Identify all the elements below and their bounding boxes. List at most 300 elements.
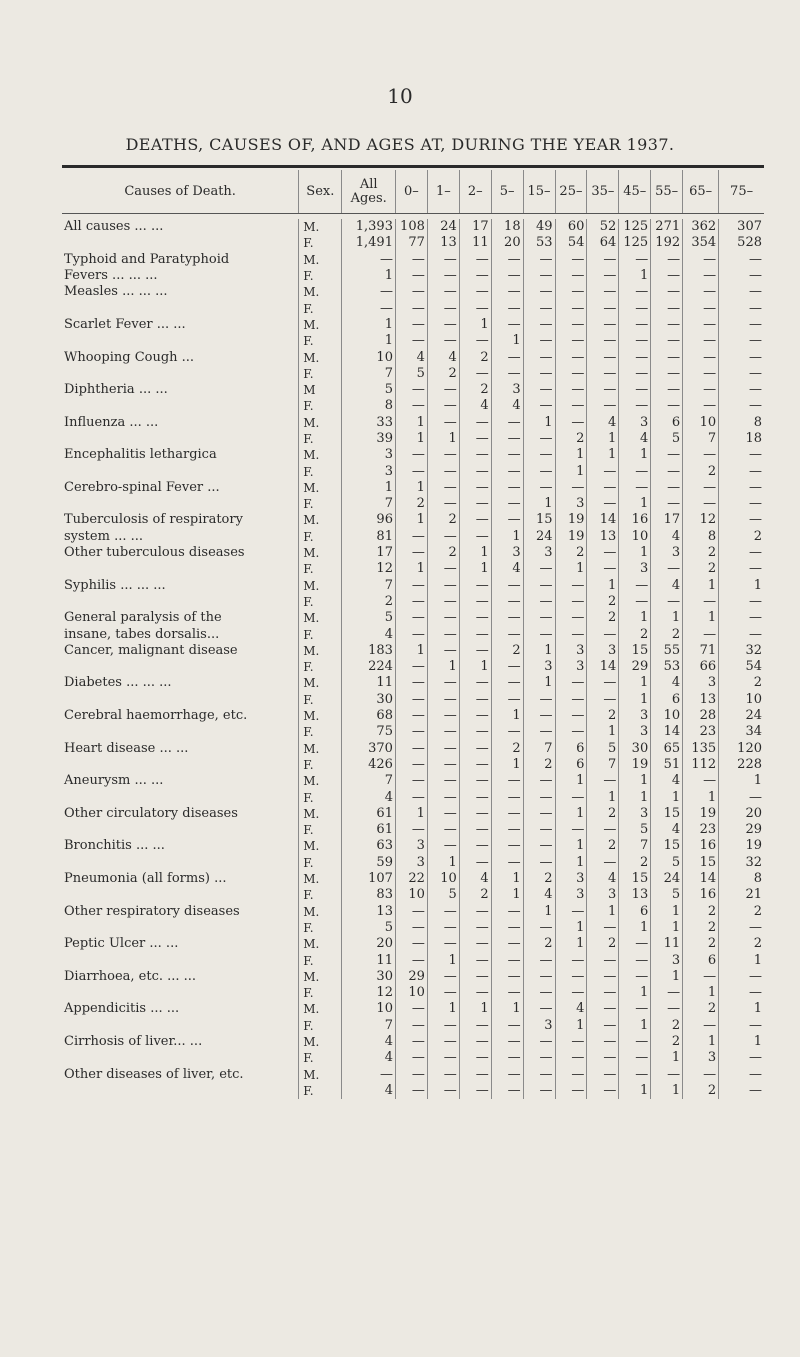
age-group-cell: 1 [491, 333, 523, 349]
age-group-cell: 18 [719, 431, 764, 447]
age-group-cell: — [427, 398, 459, 414]
age-group-cell: — [683, 1018, 719, 1034]
age-group-cell: — [523, 382, 555, 398]
age-group-cell: — [651, 398, 683, 414]
sex-cell: F. [299, 724, 342, 740]
age-group-cell: — [555, 708, 587, 724]
table-row [62, 773, 764, 789]
age-group-cell: 1 [619, 1083, 651, 1099]
age-group-cell: 23 [683, 724, 719, 740]
sex-cell: F. [299, 822, 342, 838]
cause-cell [62, 855, 299, 871]
age-group-cell: 11 [459, 235, 491, 251]
age-group-cell: — [459, 920, 491, 936]
age-group-cell: 4 [523, 887, 555, 903]
age-group-cell: 3 [587, 643, 619, 659]
age-group-cell: 13 [587, 529, 619, 545]
age-group-cell: — [459, 610, 491, 626]
age-group-cell: 1 [459, 659, 491, 675]
age-group-cell: — [651, 382, 683, 398]
age-group-cell: — [719, 789, 764, 805]
age-group-cell: — [427, 773, 459, 789]
age-group-cell: 1 [491, 708, 523, 724]
age-group-cell: 1 [395, 806, 427, 822]
age-group-cell: 6 [555, 741, 587, 757]
column-header: 45– [619, 170, 651, 213]
age-group-cell: 1 [619, 610, 651, 626]
age-group-cell: 2 [683, 463, 719, 479]
age-group-cell: 10 [395, 887, 427, 903]
table-row [62, 610, 764, 626]
age-group-cell: 1 [683, 610, 719, 626]
all-ages-cell: 5 [342, 610, 396, 626]
age-group-cell: — [459, 985, 491, 1001]
age-group-cell: — [683, 252, 719, 268]
age-group-cell: — [491, 284, 523, 300]
sex-cell: F. [299, 1050, 342, 1066]
age-group-cell: — [587, 855, 619, 871]
age-group-cell: 64 [587, 235, 619, 251]
age-group-cell: 271 [651, 219, 683, 235]
age-group-cell: — [459, 366, 491, 382]
age-group-cell: 6 [619, 903, 651, 919]
age-group-cell: — [491, 675, 523, 691]
age-group-cell: 7 [523, 741, 555, 757]
age-group-cell: 4 [491, 398, 523, 414]
sex-cell: F. [299, 887, 342, 903]
age-group-cell: — [555, 626, 587, 642]
sex-cell: F. [299, 529, 342, 545]
age-group-cell: — [523, 789, 555, 805]
table-row [62, 757, 764, 773]
age-group-cell: 3 [683, 675, 719, 691]
all-ages-cell: 61 [342, 806, 396, 822]
all-ages-cell: 426 [342, 757, 396, 773]
age-group-cell: — [459, 431, 491, 447]
age-group-cell: — [427, 496, 459, 512]
age-group-cell: — [427, 1034, 459, 1050]
age-group-cell: 3 [555, 871, 587, 887]
age-group-cell: — [555, 480, 587, 496]
age-group-cell: — [555, 284, 587, 300]
sex-cell: M. [299, 806, 342, 822]
age-group-cell: — [587, 496, 619, 512]
age-group-cell: 1 [555, 463, 587, 479]
age-group-cell: 14 [587, 512, 619, 528]
all-ages-cell: 7 [342, 1018, 396, 1034]
age-group-cell: 4 [459, 398, 491, 414]
table-row [62, 398, 764, 414]
sex-cell: M. [299, 610, 342, 626]
age-group-cell: 1 [395, 561, 427, 577]
cause-cell: All causes ... ... [64, 219, 164, 235]
all-ages-cell: 17 [342, 545, 396, 561]
age-group-cell: 2 [523, 871, 555, 887]
sex-cell: M. [299, 1066, 342, 1082]
age-group-cell: 15 [619, 871, 651, 887]
age-group-cell: 1 [683, 578, 719, 594]
age-group-cell: — [651, 349, 683, 365]
age-group-cell: 3 [619, 806, 651, 822]
age-group-cell: 2 [683, 1083, 719, 1099]
age-group-cell: 3 [555, 643, 587, 659]
age-group-cell: 7 [587, 757, 619, 773]
age-group-cell: 1 [491, 757, 523, 773]
age-group-cell: 5 [651, 855, 683, 871]
age-group-cell: — [395, 952, 427, 968]
age-group-cell: — [395, 594, 427, 610]
age-group-cell: — [459, 952, 491, 968]
sex-cell: F. [299, 398, 342, 414]
age-group-cell: — [587, 480, 619, 496]
page-number: 10 [387, 84, 413, 108]
age-group-cell: — [555, 252, 587, 268]
age-group-cell: — [427, 561, 459, 577]
age-group-cell: 2 [459, 887, 491, 903]
age-group-cell: — [395, 333, 427, 349]
age-group-cell: — [491, 463, 523, 479]
age-group-cell: — [395, 317, 427, 333]
age-group-cell: 1 [719, 952, 764, 968]
sex-cell: M. [299, 871, 342, 887]
age-group-cell: — [459, 822, 491, 838]
all-ages-cell: — [342, 1066, 396, 1082]
age-group-cell: 1 [459, 317, 491, 333]
age-group-cell: — [555, 1050, 587, 1066]
age-group-cell: — [491, 1050, 523, 1066]
age-group-cell: — [719, 366, 764, 382]
age-group-cell: — [459, 806, 491, 822]
age-group-cell: — [395, 268, 427, 284]
age-group-cell: 65 [651, 741, 683, 757]
sex-cell: F. [299, 757, 342, 773]
age-group-cell: — [459, 480, 491, 496]
table-row [62, 529, 764, 545]
age-group-cell: 7 [619, 838, 651, 854]
age-group-cell: — [651, 480, 683, 496]
table-row [62, 887, 764, 903]
age-group-cell: — [587, 969, 619, 985]
column-header: 0– [395, 170, 427, 213]
age-group-cell: 3 [491, 382, 523, 398]
table-row [62, 1083, 764, 1099]
age-group-cell: — [491, 512, 523, 528]
age-group-cell: — [459, 1083, 491, 1099]
table-row [62, 659, 764, 675]
age-group-cell: — [619, 594, 651, 610]
table-row [62, 741, 764, 757]
age-group-cell: — [427, 838, 459, 854]
age-group-cell: — [491, 447, 523, 463]
age-group-cell: — [619, 480, 651, 496]
age-group-cell: — [719, 594, 764, 610]
age-group-cell: — [719, 1083, 764, 1099]
age-group-cell: — [395, 1018, 427, 1034]
age-group-cell: — [427, 920, 459, 936]
sex-cell: F. [299, 920, 342, 936]
cause-cell: Other respiratory diseases [64, 903, 240, 919]
age-group-cell: 4 [491, 561, 523, 577]
age-group-cell: — [523, 480, 555, 496]
column-header: All Ages. [342, 170, 396, 213]
age-group-cell: — [587, 317, 619, 333]
age-group-cell: — [395, 626, 427, 642]
cause-cell: Cerebro-spinal Fever ... [64, 479, 220, 495]
cause-cell [62, 1050, 299, 1066]
age-group-cell: 1 [719, 773, 764, 789]
age-group-cell: 1 [555, 855, 587, 871]
age-group-cell: 5 [587, 741, 619, 757]
age-group-cell: 1 [651, 969, 683, 985]
age-group-cell: — [491, 317, 523, 333]
age-group-cell: — [719, 333, 764, 349]
age-group-cell: 19 [719, 838, 764, 854]
age-group-cell: 1 [427, 431, 459, 447]
cause-cell: Encephalitis lethargica [64, 447, 217, 463]
all-ages-cell: 2 [342, 594, 396, 610]
age-group-cell: 528 [719, 235, 764, 251]
all-ages-cell: 83 [342, 887, 396, 903]
cause-cell [62, 594, 299, 610]
age-group-cell: — [491, 366, 523, 382]
cause-cell [62, 235, 299, 251]
age-group-cell: 19 [555, 512, 587, 528]
age-group-cell: 1 [427, 1001, 459, 1017]
age-group-cell: 1 [651, 789, 683, 805]
age-group-cell: — [427, 822, 459, 838]
cause-cell [62, 822, 299, 838]
sex-cell: M. [299, 512, 342, 528]
sex-cell: M. [299, 1034, 342, 1050]
age-group-cell: — [427, 284, 459, 300]
age-group-cell: — [459, 643, 491, 659]
cause-cell [62, 757, 299, 773]
sex-cell: M. [299, 578, 342, 594]
column-header: 5– [491, 170, 523, 213]
age-group-cell: — [395, 382, 427, 398]
age-group-cell: — [395, 1050, 427, 1066]
all-ages-cell: 224 [342, 659, 396, 675]
age-group-cell: — [587, 920, 619, 936]
column-header: Causes of Death. [124, 184, 236, 199]
age-group-cell: 29 [619, 659, 651, 675]
age-group-cell: — [459, 692, 491, 708]
column-header: 55– [651, 170, 683, 213]
age-group-cell: — [683, 496, 719, 512]
age-group-cell: 2 [395, 496, 427, 512]
age-group-cell: — [523, 708, 555, 724]
age-group-cell: — [651, 317, 683, 333]
all-ages-cell: 39 [342, 431, 396, 447]
age-group-cell: — [587, 398, 619, 414]
age-group-cell: 15 [619, 643, 651, 659]
age-group-cell: — [651, 252, 683, 268]
age-group-cell: 112 [683, 757, 719, 773]
age-group-cell: — [523, 578, 555, 594]
age-group-cell: — [619, 349, 651, 365]
age-group-cell: 8 [719, 871, 764, 887]
age-group-cell: — [683, 382, 719, 398]
age-group-cell: — [555, 1083, 587, 1099]
sex-cell: F. [299, 626, 342, 642]
age-group-cell: 1 [619, 985, 651, 1001]
table-row [62, 936, 764, 952]
age-group-cell: — [427, 594, 459, 610]
age-group-cell: 10 [427, 871, 459, 887]
age-group-cell: — [719, 480, 764, 496]
age-group-cell: 3 [491, 545, 523, 561]
age-group-cell: 1 [651, 1083, 683, 1099]
age-group-cell: 2 [683, 903, 719, 919]
age-group-cell: — [683, 333, 719, 349]
age-group-cell: — [719, 252, 764, 268]
age-group-cell: 1 [491, 529, 523, 545]
age-group-cell: — [651, 463, 683, 479]
age-group-cell: — [523, 447, 555, 463]
age-group-cell: — [491, 724, 523, 740]
age-group-cell: 77 [395, 235, 427, 251]
sex-cell: M. [299, 447, 342, 463]
all-ages-cell: 96 [342, 512, 396, 528]
cause-cell [62, 496, 299, 512]
age-group-cell: — [491, 1066, 523, 1082]
age-group-cell: 1 [555, 561, 587, 577]
column-header: 35– [587, 170, 619, 213]
age-group-cell: — [523, 838, 555, 854]
age-group-cell: — [491, 952, 523, 968]
age-group-cell: 71 [683, 643, 719, 659]
age-group-cell: 3 [523, 1018, 555, 1034]
sex-cell: F. [299, 300, 342, 316]
age-group-cell: 1 [523, 903, 555, 919]
age-group-cell: — [651, 284, 683, 300]
age-group-cell: — [523, 952, 555, 968]
age-group-cell: — [491, 626, 523, 642]
age-group-cell: 1 [555, 1018, 587, 1034]
age-group-cell: 3 [651, 545, 683, 561]
age-group-cell: — [719, 300, 764, 316]
age-group-cell: 2 [427, 512, 459, 528]
all-ages-cell: 13 [342, 903, 396, 919]
age-group-cell: 3 [619, 708, 651, 724]
cause-cell: Diarrhoea, etc. ... ... [64, 968, 197, 984]
age-group-cell: — [719, 349, 764, 365]
age-group-cell: — [427, 578, 459, 594]
table-row [62, 675, 764, 691]
age-group-cell: 1 [619, 447, 651, 463]
cause-cell [62, 692, 299, 708]
sex-cell: F. [299, 333, 342, 349]
age-group-cell: 32 [719, 855, 764, 871]
column-header: 15– [523, 170, 555, 213]
age-group-cell: 1 [555, 838, 587, 854]
age-group-cell: 1 [651, 920, 683, 936]
age-group-cell: — [427, 268, 459, 284]
age-group-cell: — [619, 936, 651, 952]
sex-cell: M. [299, 643, 342, 659]
age-group-cell: 53 [523, 235, 555, 251]
all-ages-cell: 4 [342, 1050, 396, 1066]
deaths-table [62, 170, 764, 1099]
cause-cell: Influenza ... ... [64, 414, 159, 430]
age-group-cell: — [491, 1018, 523, 1034]
sex-cell: M. [299, 415, 342, 431]
table-row [62, 545, 764, 561]
age-group-cell: — [491, 349, 523, 365]
age-group-cell: 1 [619, 692, 651, 708]
age-group-cell: 228 [719, 757, 764, 773]
age-group-cell: 2 [683, 920, 719, 936]
age-group-cell: 1 [719, 578, 764, 594]
age-group-cell: 8 [683, 529, 719, 545]
age-group-cell: — [523, 985, 555, 1001]
cause-cell [62, 366, 299, 382]
age-group-cell: 28 [683, 708, 719, 724]
age-group-cell: — [459, 675, 491, 691]
sex-cell: M. [299, 708, 342, 724]
cause-cell: Typhoid and Paratyphoid [64, 251, 230, 267]
table-row [62, 871, 764, 887]
age-group-cell: 1 [523, 496, 555, 512]
age-group-cell: — [427, 300, 459, 316]
age-group-cell: 10 [395, 985, 427, 1001]
sex-cell: F. [299, 952, 342, 968]
age-group-cell: — [555, 349, 587, 365]
age-group-cell: — [555, 398, 587, 414]
sex-cell: M. [299, 741, 342, 757]
age-group-cell: — [395, 1066, 427, 1082]
age-group-cell: — [395, 789, 427, 805]
age-group-cell: 1 [587, 431, 619, 447]
age-group-cell: 1 [619, 268, 651, 284]
age-group-cell: — [395, 724, 427, 740]
cause-cell: Measles ... ... ... [64, 284, 168, 300]
age-group-cell: 1 [683, 789, 719, 805]
age-group-cell: — [459, 496, 491, 512]
age-group-cell: 49 [523, 219, 555, 235]
age-group-cell: — [719, 1018, 764, 1034]
age-group-cell: 1 [619, 1018, 651, 1034]
age-group-cell: — [523, 561, 555, 577]
age-group-cell: — [395, 773, 427, 789]
age-group-cell: 2 [719, 529, 764, 545]
age-group-cell: 1 [491, 1001, 523, 1017]
all-ages-cell: 30 [342, 969, 396, 985]
age-group-cell: — [619, 1034, 651, 1050]
age-group-cell: 1 [619, 675, 651, 691]
age-group-cell: 1 [427, 659, 459, 675]
table-row [62, 366, 764, 382]
age-group-cell: 4 [651, 578, 683, 594]
all-ages-cell: 1,491 [342, 235, 396, 251]
age-group-cell: 1 [587, 789, 619, 805]
age-group-cell: 2 [651, 1034, 683, 1050]
age-group-cell: 1 [523, 643, 555, 659]
all-ages-cell: 1,393 [342, 219, 396, 235]
age-group-cell: — [523, 969, 555, 985]
age-group-cell: 16 [683, 838, 719, 854]
age-group-cell: — [523, 366, 555, 382]
age-group-cell: 4 [651, 773, 683, 789]
age-group-cell: — [523, 463, 555, 479]
age-group-cell: — [491, 431, 523, 447]
age-group-cell: — [427, 985, 459, 1001]
all-ages-cell: 11 [342, 675, 396, 691]
age-group-cell: 11 [651, 936, 683, 952]
table-title: DEATHS, CAUSES OF, AND AGES AT, DURING THE YEAR 1937. [125, 135, 675, 154]
all-ages-cell: 61 [342, 822, 396, 838]
all-ages-cell: 68 [342, 708, 396, 724]
